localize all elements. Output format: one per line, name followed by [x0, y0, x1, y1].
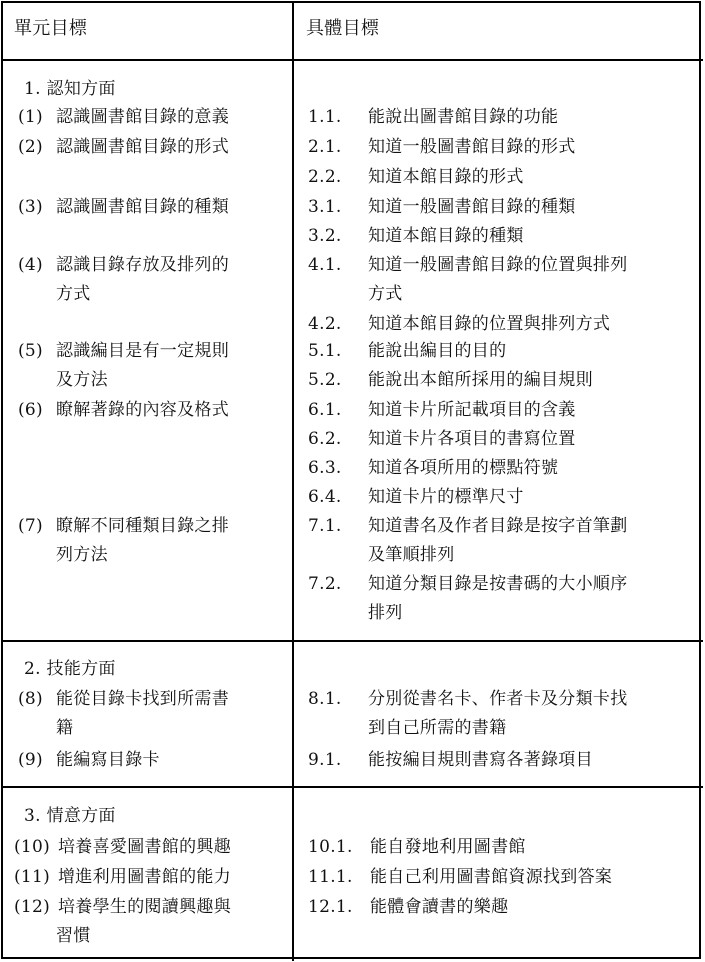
unit-objective-text: 瞭解著錄的內容及格式 [56, 400, 229, 420]
specific-objective-text: 知道一般圖書館目錄的位置與排列 [368, 255, 628, 275]
specific-objective-text: 知道一般圖書館目錄的種類 [368, 197, 576, 217]
unit-objective-number: (8) [18, 689, 43, 709]
unit-objective-number: (9) [18, 750, 43, 770]
unit-objective-text: 認識圖書館目錄的種類 [56, 197, 229, 217]
specific-objective-text: 知道卡片各項目的書寫位置 [368, 429, 576, 449]
specific-objective-number: 9.1. [308, 750, 342, 770]
unit-objective-number: (11) [14, 867, 51, 887]
unit-objective-number: (12) [14, 897, 51, 917]
unit-objective-text: 認識目錄存放及排列的 [56, 255, 229, 275]
unit-objective-text: 瞭解不同種類目錄之排 [56, 516, 229, 536]
specific-objective-number: 10.1. [308, 837, 353, 857]
column-divider [292, 1, 294, 961]
specific-objective-text: 知道分類目錄是按書碼的大小順序 [368, 574, 628, 594]
specific-objective-number: 3.2. [308, 226, 342, 246]
unit-objective-text: 及方法 [56, 370, 108, 390]
unit-objective-number: (1) [18, 107, 43, 127]
unit-objective-number: (7) [18, 516, 43, 536]
unit-objective-text: 習慣 [56, 926, 91, 946]
unit-objective-text: 增進利用圖書館的能力 [58, 867, 231, 887]
specific-objective-number: 2.2. [308, 167, 342, 187]
unit-objective-text: 認識編目是有一定規則 [56, 341, 229, 361]
specific-objective-text: 分別從書名卡、作者卡及分類卡找 [368, 689, 628, 709]
specific-objective-text: 知道本館目錄的形式 [368, 167, 524, 187]
unit-objective-number: (4) [18, 255, 43, 275]
specific-objective-number: 11.1. [308, 867, 353, 887]
specific-objective-text: 能說出本館所採用的編目規則 [368, 370, 593, 390]
unit-objective-number: (6) [18, 400, 43, 420]
specific-objective-text: 到自己所需的書籍 [368, 718, 507, 738]
unit-objective-number: (10) [14, 837, 51, 857]
section-title: 2. 技能方面 [24, 659, 116, 679]
specific-objective-text: 知道一般圖書館目錄的形式 [368, 137, 576, 157]
specific-objective-number: 5.1. [308, 341, 342, 361]
specific-objective-text: 能說出圖書館目錄的功能 [368, 107, 559, 127]
specific-objective-number: 7.2. [308, 574, 342, 594]
specific-objective-number: 12.1. [308, 897, 353, 917]
specific-objective-text: 方式 [368, 284, 403, 304]
specific-objective-text: 知道各項所用的標點符號 [368, 458, 559, 478]
header-specific-objectives: 具體目標 [306, 18, 380, 39]
specific-objective-text: 能說出編目的目的 [368, 341, 507, 361]
unit-objective-number: (5) [18, 341, 43, 361]
unit-objective-text: 方式 [56, 284, 91, 304]
specific-objective-text: 知道卡片的標準尺寸 [368, 487, 524, 507]
unit-objective-text: 培養喜愛圖書館的興趣 [58, 837, 231, 857]
specific-objective-number: 6.2. [308, 429, 342, 449]
section-divider [1, 786, 703, 788]
specific-objective-number: 2.1. [308, 137, 342, 157]
specific-objective-number: 8.1. [308, 689, 342, 709]
unit-objective-text: 列方法 [56, 545, 108, 565]
specific-objective-number: 3.1. [308, 197, 342, 217]
specific-objective-text: 能按編目規則書寫各著錄項目 [368, 750, 593, 770]
unit-objective-text: 認識圖書館目錄的意義 [56, 107, 229, 127]
unit-objective-text: 籍 [56, 718, 74, 738]
specific-objective-number: 7.1. [308, 516, 342, 536]
specific-objective-text: 排列 [368, 603, 403, 623]
specific-objective-text: 能自己利用圖書館資源找到答案 [370, 867, 613, 887]
section-divider [1, 640, 703, 642]
unit-objective-text: 培養學生的閱讀興趣與 [58, 897, 231, 917]
specific-objective-text: 知道卡片所記載項目的含義 [368, 400, 576, 420]
unit-objective-text: 認識圖書館目錄的形式 [56, 137, 229, 157]
specific-objective-number: 4.1. [308, 255, 342, 275]
specific-objective-number: 4.2. [308, 314, 342, 334]
unit-objective-text: 能編寫目錄卡 [56, 750, 160, 770]
header-unit-objectives: 單元目標 [14, 18, 88, 39]
specific-objective-number: 1.1. [308, 107, 342, 127]
unit-objective-number: (3) [18, 197, 43, 217]
specific-objective-number: 5.2. [308, 370, 342, 390]
specific-objective-text: 能體會讀書的樂趣 [370, 897, 509, 917]
specific-objective-text: 知道書名及作者目錄是按字首筆劃 [368, 516, 628, 536]
specific-objective-text: 及筆順排列 [368, 545, 455, 565]
header-divider [1, 59, 703, 61]
specific-objective-number: 6.4. [308, 487, 342, 507]
specific-objective-text: 知道本館目錄的位置與排列方式 [368, 314, 611, 334]
specific-objective-number: 6.3. [308, 458, 342, 478]
section-title: 3. 情意方面 [24, 806, 116, 826]
specific-objective-text: 知道本館目錄的種類 [368, 226, 524, 246]
unit-objective-number: (2) [18, 137, 43, 157]
unit-objective-text: 能從目錄卡找到所需書 [56, 689, 229, 709]
section-title: 1. 認知方面 [24, 79, 116, 99]
specific-objective-text: 能自發地利用圖書館 [370, 837, 526, 857]
specific-objective-number: 6.1. [308, 400, 342, 420]
